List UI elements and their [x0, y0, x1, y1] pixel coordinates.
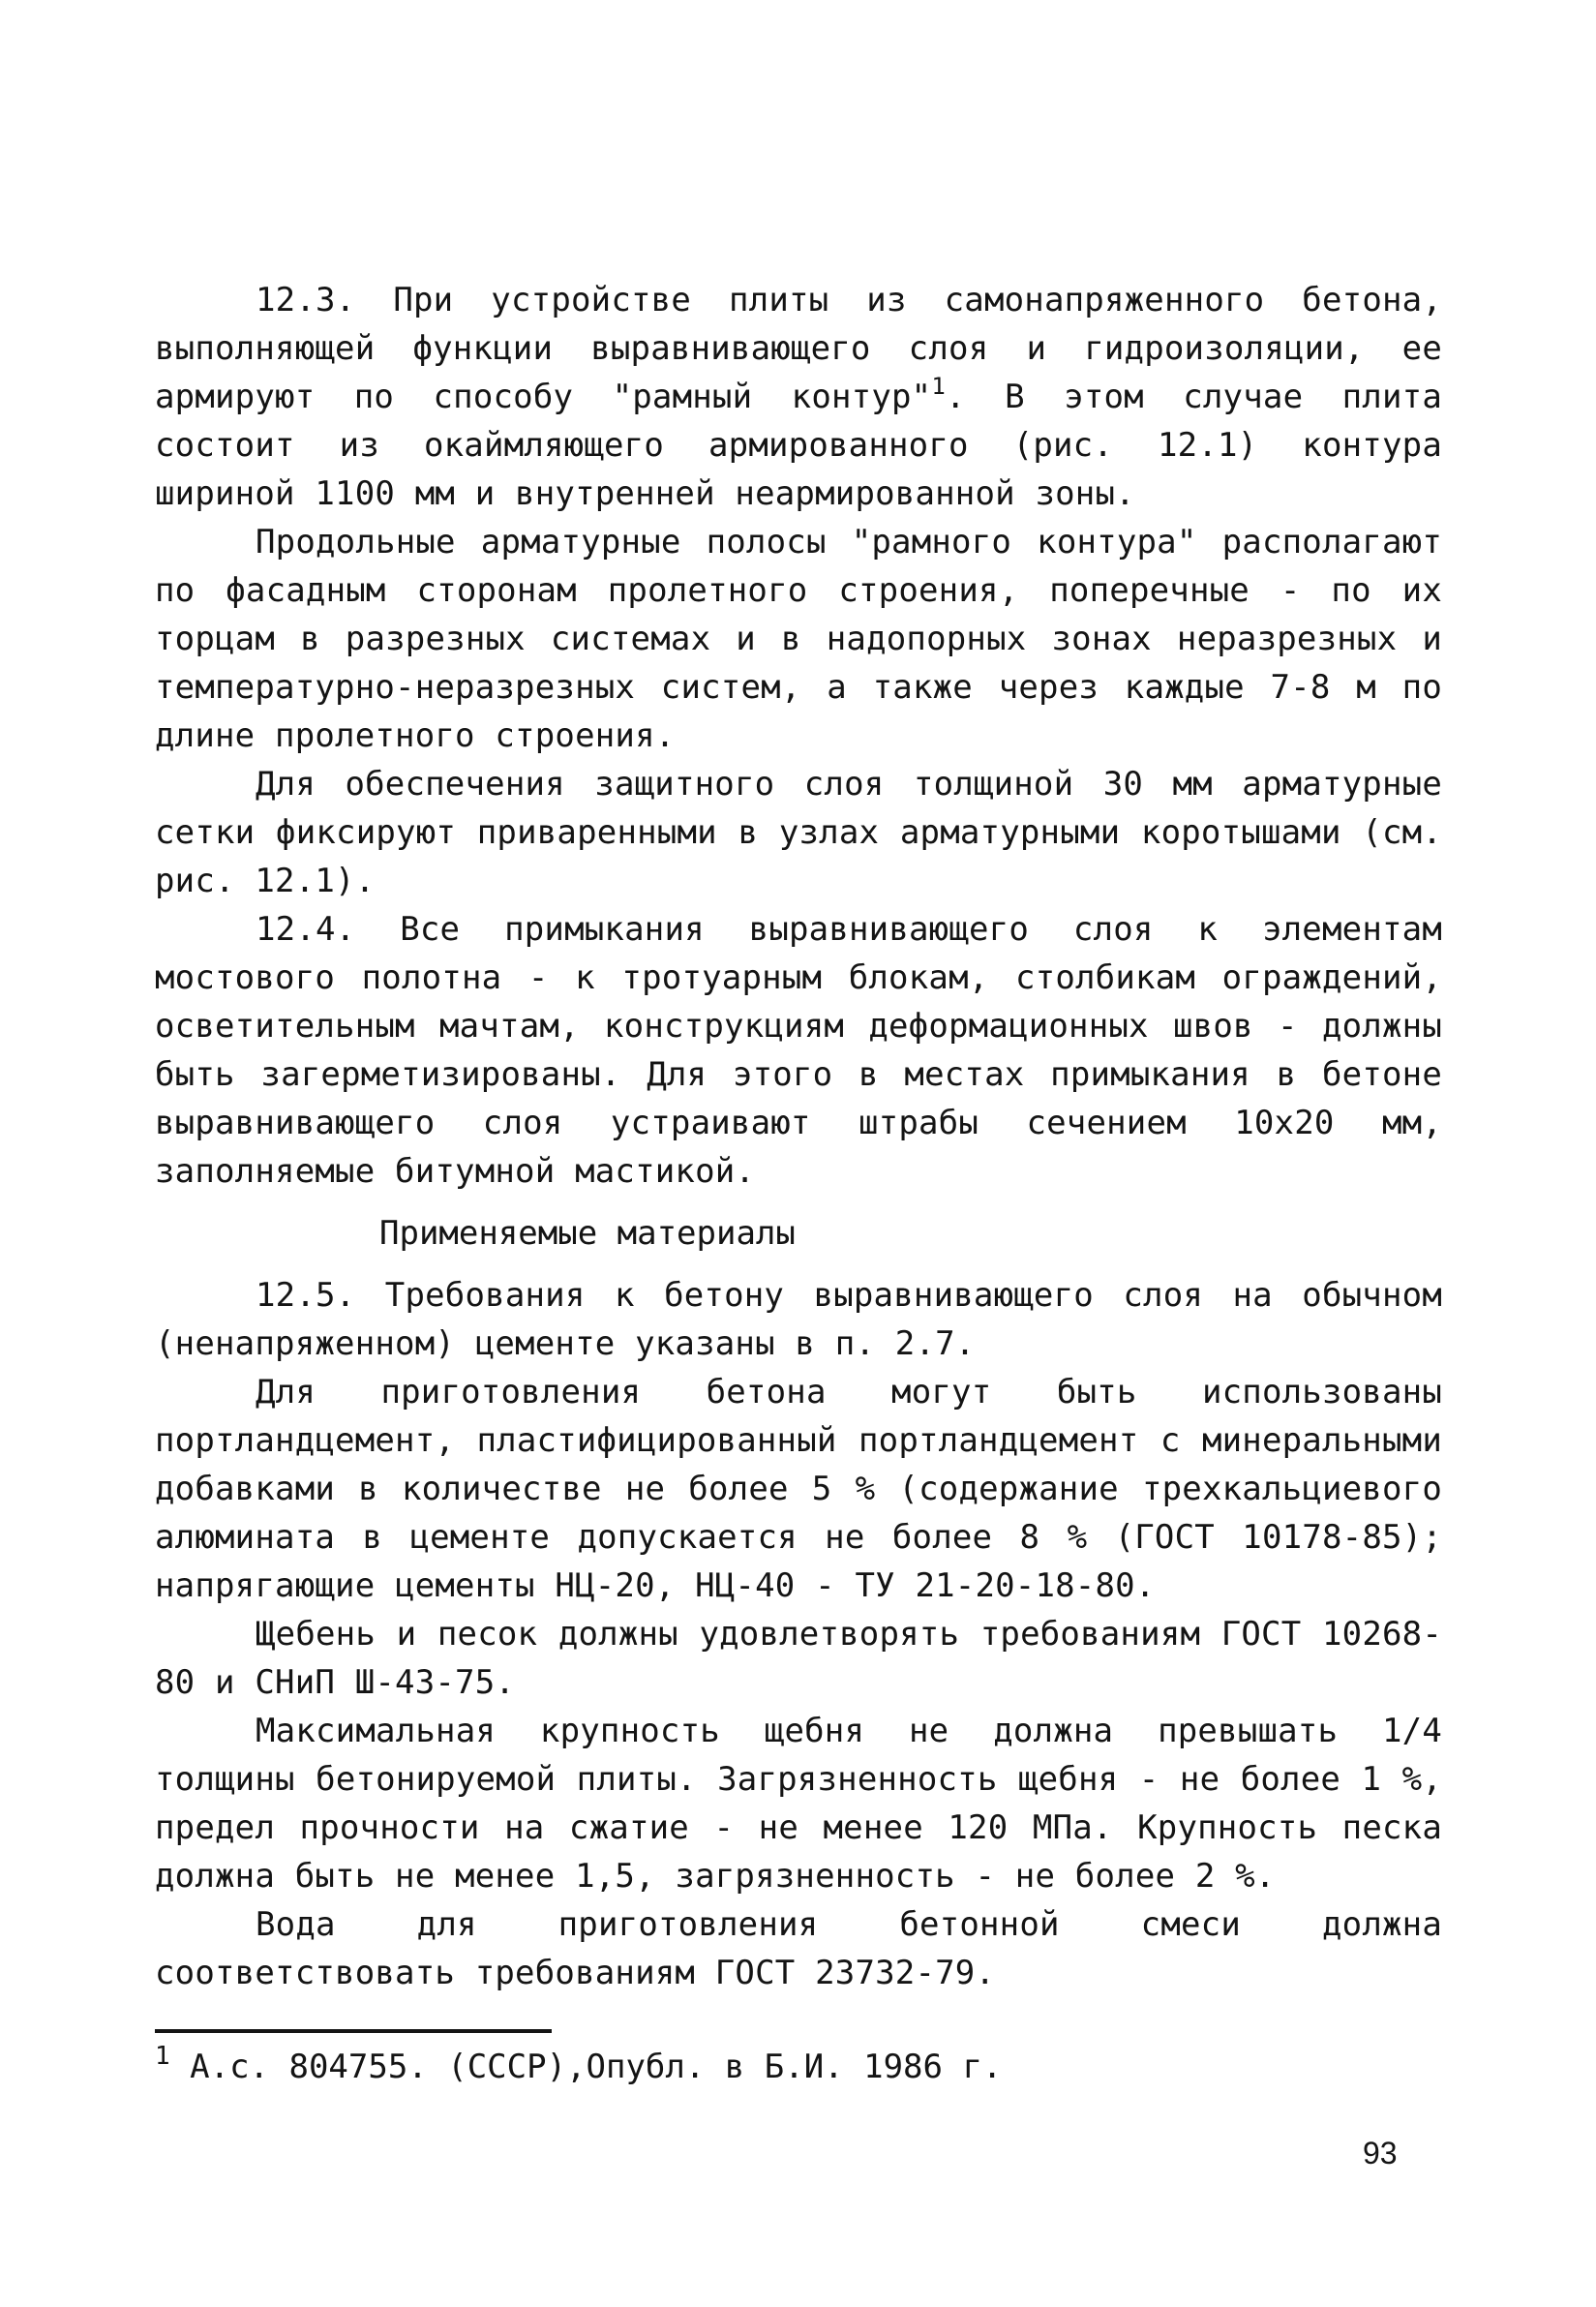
paragraph-frame-contour: Продольные арматурные полосы "рамного контура" располагают по фасадным сторонам пролетного строения, поперечные - по их торцам в разрезных системах и в надопорных зонах неразрезных и температурно-неразрезных систем, а также через каждые 7-8 м по длине пролетного строения. — [155, 523, 1442, 755]
page-number: 93 — [1363, 2136, 1398, 2170]
section-heading: Применяемые материалы — [379, 1214, 796, 1253]
paragraph-12-3-text: 12.3. При устройстве плиты из самонапряженного бетона, выполняющей функции выравнивающего слоя и гидроизоляции, ее армируют по способу "рамный контур" — [155, 281, 1442, 416]
paragraph-max-size: Максимальная крупность щебня не должна превышать 1/4 толщины бетонируемой плиты. Загрязненность щебня - не более 1 %, предел прочности на сжатие - не менее 120 МПа. Крупность песка должна быть не менее 1,5, загрязненность - не более 2 %. — [155, 1712, 1442, 1896]
footnote-divider — [155, 2029, 552, 2033]
paragraph-water: Вода для приготовления бетонной смеси должна соответствовать требованиям ГОСТ 23732-79. — [155, 1905, 1442, 1992]
paragraph-12-4: 12.4. Все примыкания выравнивающего слоя к элементам мостового полотна - к тротуарным блокам, столбикам ограждений, осветительным мачтам, конструкциям деформационных швов - должны быть загерметизированы. Для этого в местах примыкания в бетоне выравнивающего слоя устраивают штрабы сечением 10x20 мм, заполняемые битумной мастикой. — [155, 910, 1442, 1191]
footnote-reference: 1 — [931, 373, 947, 400]
footnote-text: А.с. 804755. (СССР),Опубл. в Б.И. 1986 г. — [169, 2048, 1003, 2086]
paragraph-protective-layer: Для обеспечения защитного слоя толщиной 30 мм арматурные сетки фиксируют приваренными в узлах арматурными коротышами (см. рис. 12.1). — [155, 765, 1442, 900]
paragraph-12-3 — [155, 276, 1442, 518]
paragraph-12-5: 12.5. Требования к бетону выравнивающего слоя на обычном (ненапряженном) цементе указаны в п. 2.7. — [155, 1276, 1442, 1363]
footnote — [155, 2043, 1413, 2091]
paragraph-cement: Для приготовления бетона могут быть использованы портландцемент, пластифицированный портландцемент с минеральными добавками в количестве не более 5 % (содержание трехкальциевого алюмината в цементе допускается не более 8 % (ГОСТ 10178-85); напрягающие цементы НЦ-20, НЦ-40 - ТУ 21-20-18-80. — [155, 1373, 1442, 1605]
paragraph-12-3-text-end: . В этом случае плита состоит из окаймляющего армированного (рис. 12.1) контура шириной 1100 мм и внутренней неармированной зоны. — [155, 378, 1442, 513]
paragraph-aggregate: Щебень и песок должны удовлетворять требованиям ГОСТ 10268-80 и СНиП Ш-43-75. — [155, 1615, 1442, 1702]
body-text — [155, 276, 1442, 1997]
footnote-marker: 1 — [155, 2042, 170, 2071]
